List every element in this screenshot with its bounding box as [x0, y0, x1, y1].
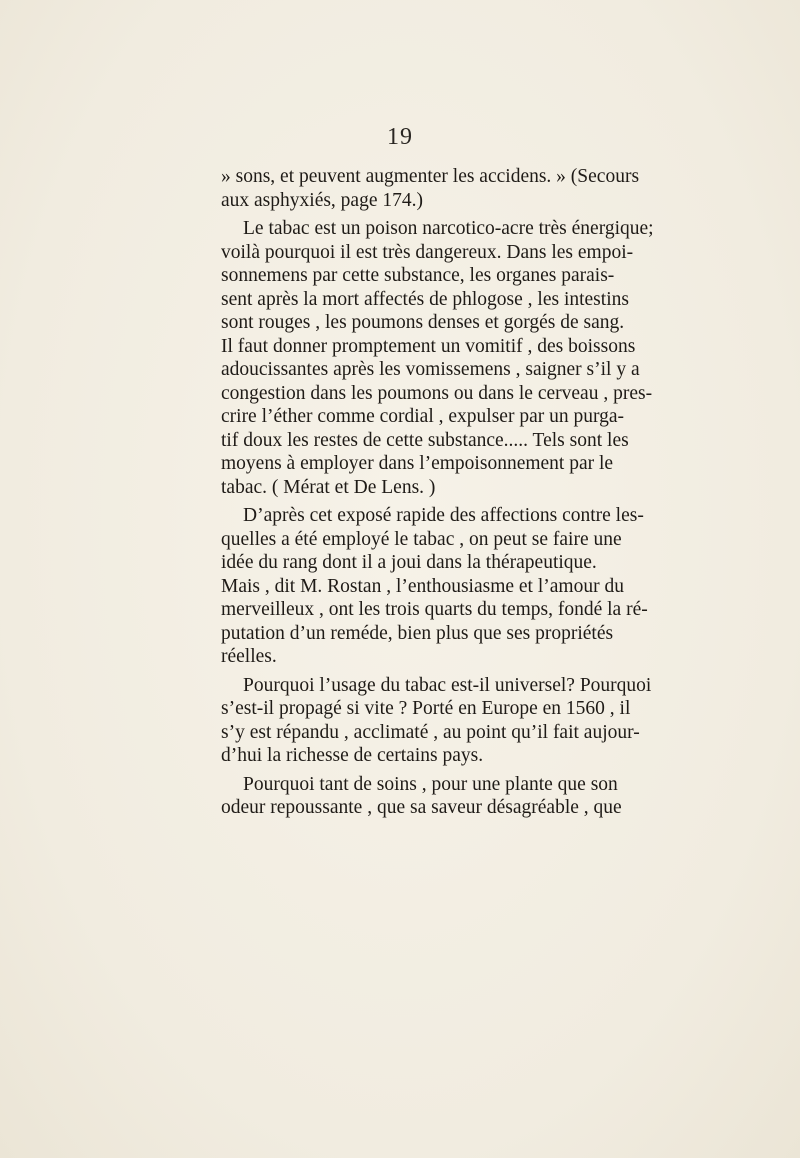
- text-line: d’hui la richesse de certains pays.: [221, 745, 484, 766]
- text-line: Il faut donner promptement un vomitif , des boissons: [221, 335, 636, 357]
- text-line: Pourquoi l’usage du tabac est-il universel? Pourquoi: [243, 674, 652, 696]
- text-line: crire l’éther comme cordial , expulser par un purga-: [221, 406, 625, 427]
- paragraph: [221, 674, 652, 768]
- text-line: D’après cet exposé rapide des affections contre les-: [243, 505, 644, 526]
- text-line: sonnemens par cette substance, les organes parais-: [221, 265, 615, 286]
- text-line: sont rouges , les poumons denses et gorgés de sang.: [221, 312, 625, 333]
- text-line: réelles.: [221, 646, 277, 667]
- text-line: aux asphyxiés, page 174.): [221, 189, 423, 211]
- text-line: tabac. ( Mérat et De Lens. ): [221, 476, 436, 498]
- text-line: Mais , dit M. Rostan , l’enthousiasme et l’amour du: [221, 575, 624, 597]
- text-line: idée du rang dont il a joui dans la thérapeutique.: [221, 552, 597, 573]
- paragraph: [221, 504, 648, 669]
- body-text: [221, 165, 654, 820]
- text-line: putation d’un reméde, bien plus que ses propriétés: [221, 622, 614, 644]
- text-line: s’y est répandu , acclimaté , au point qu’il fait aujour-: [221, 721, 640, 743]
- text-line: s’est-il propagé si vite ? Porté en Europe en 1560 , il: [221, 698, 631, 719]
- text-line: odeur repoussante , que sa saveur désagréable , que: [221, 797, 622, 818]
- page-number: 19: [387, 124, 413, 150]
- text-line: sent après la mort affectés de phlogose , les intestins: [221, 288, 629, 310]
- text-line: adoucissantes après les vomissemens , saigner s’il y a: [221, 359, 640, 380]
- text-line: congestion dans les poumons ou dans le cerveau , pres-: [221, 382, 653, 404]
- paragraph: [221, 217, 654, 499]
- paragraph: [221, 165, 640, 212]
- text-line: merveilleux , ont les trois quarts du temps, fondé la ré-: [221, 599, 648, 620]
- text-line: Pourquoi tant de soins , pour une plante que son: [243, 773, 618, 795]
- text-line: voilà pourquoi il est très dangereux. Dans les empoi-: [221, 241, 634, 263]
- text-line: » sons, et peuvent augmenter les accidens. » (Secours: [221, 166, 640, 187]
- text-line: quelles a été employé le tabac , on peut se faire une: [221, 528, 622, 550]
- text-line: moyens à employer dans l’empoisonnement par le: [221, 453, 614, 474]
- text-line: tif doux les restes de cette substance..... Tels sont les: [221, 429, 629, 451]
- text-line: Le tabac est un poison narcotico-acre très énergique;: [243, 218, 654, 239]
- paragraph: [221, 773, 622, 820]
